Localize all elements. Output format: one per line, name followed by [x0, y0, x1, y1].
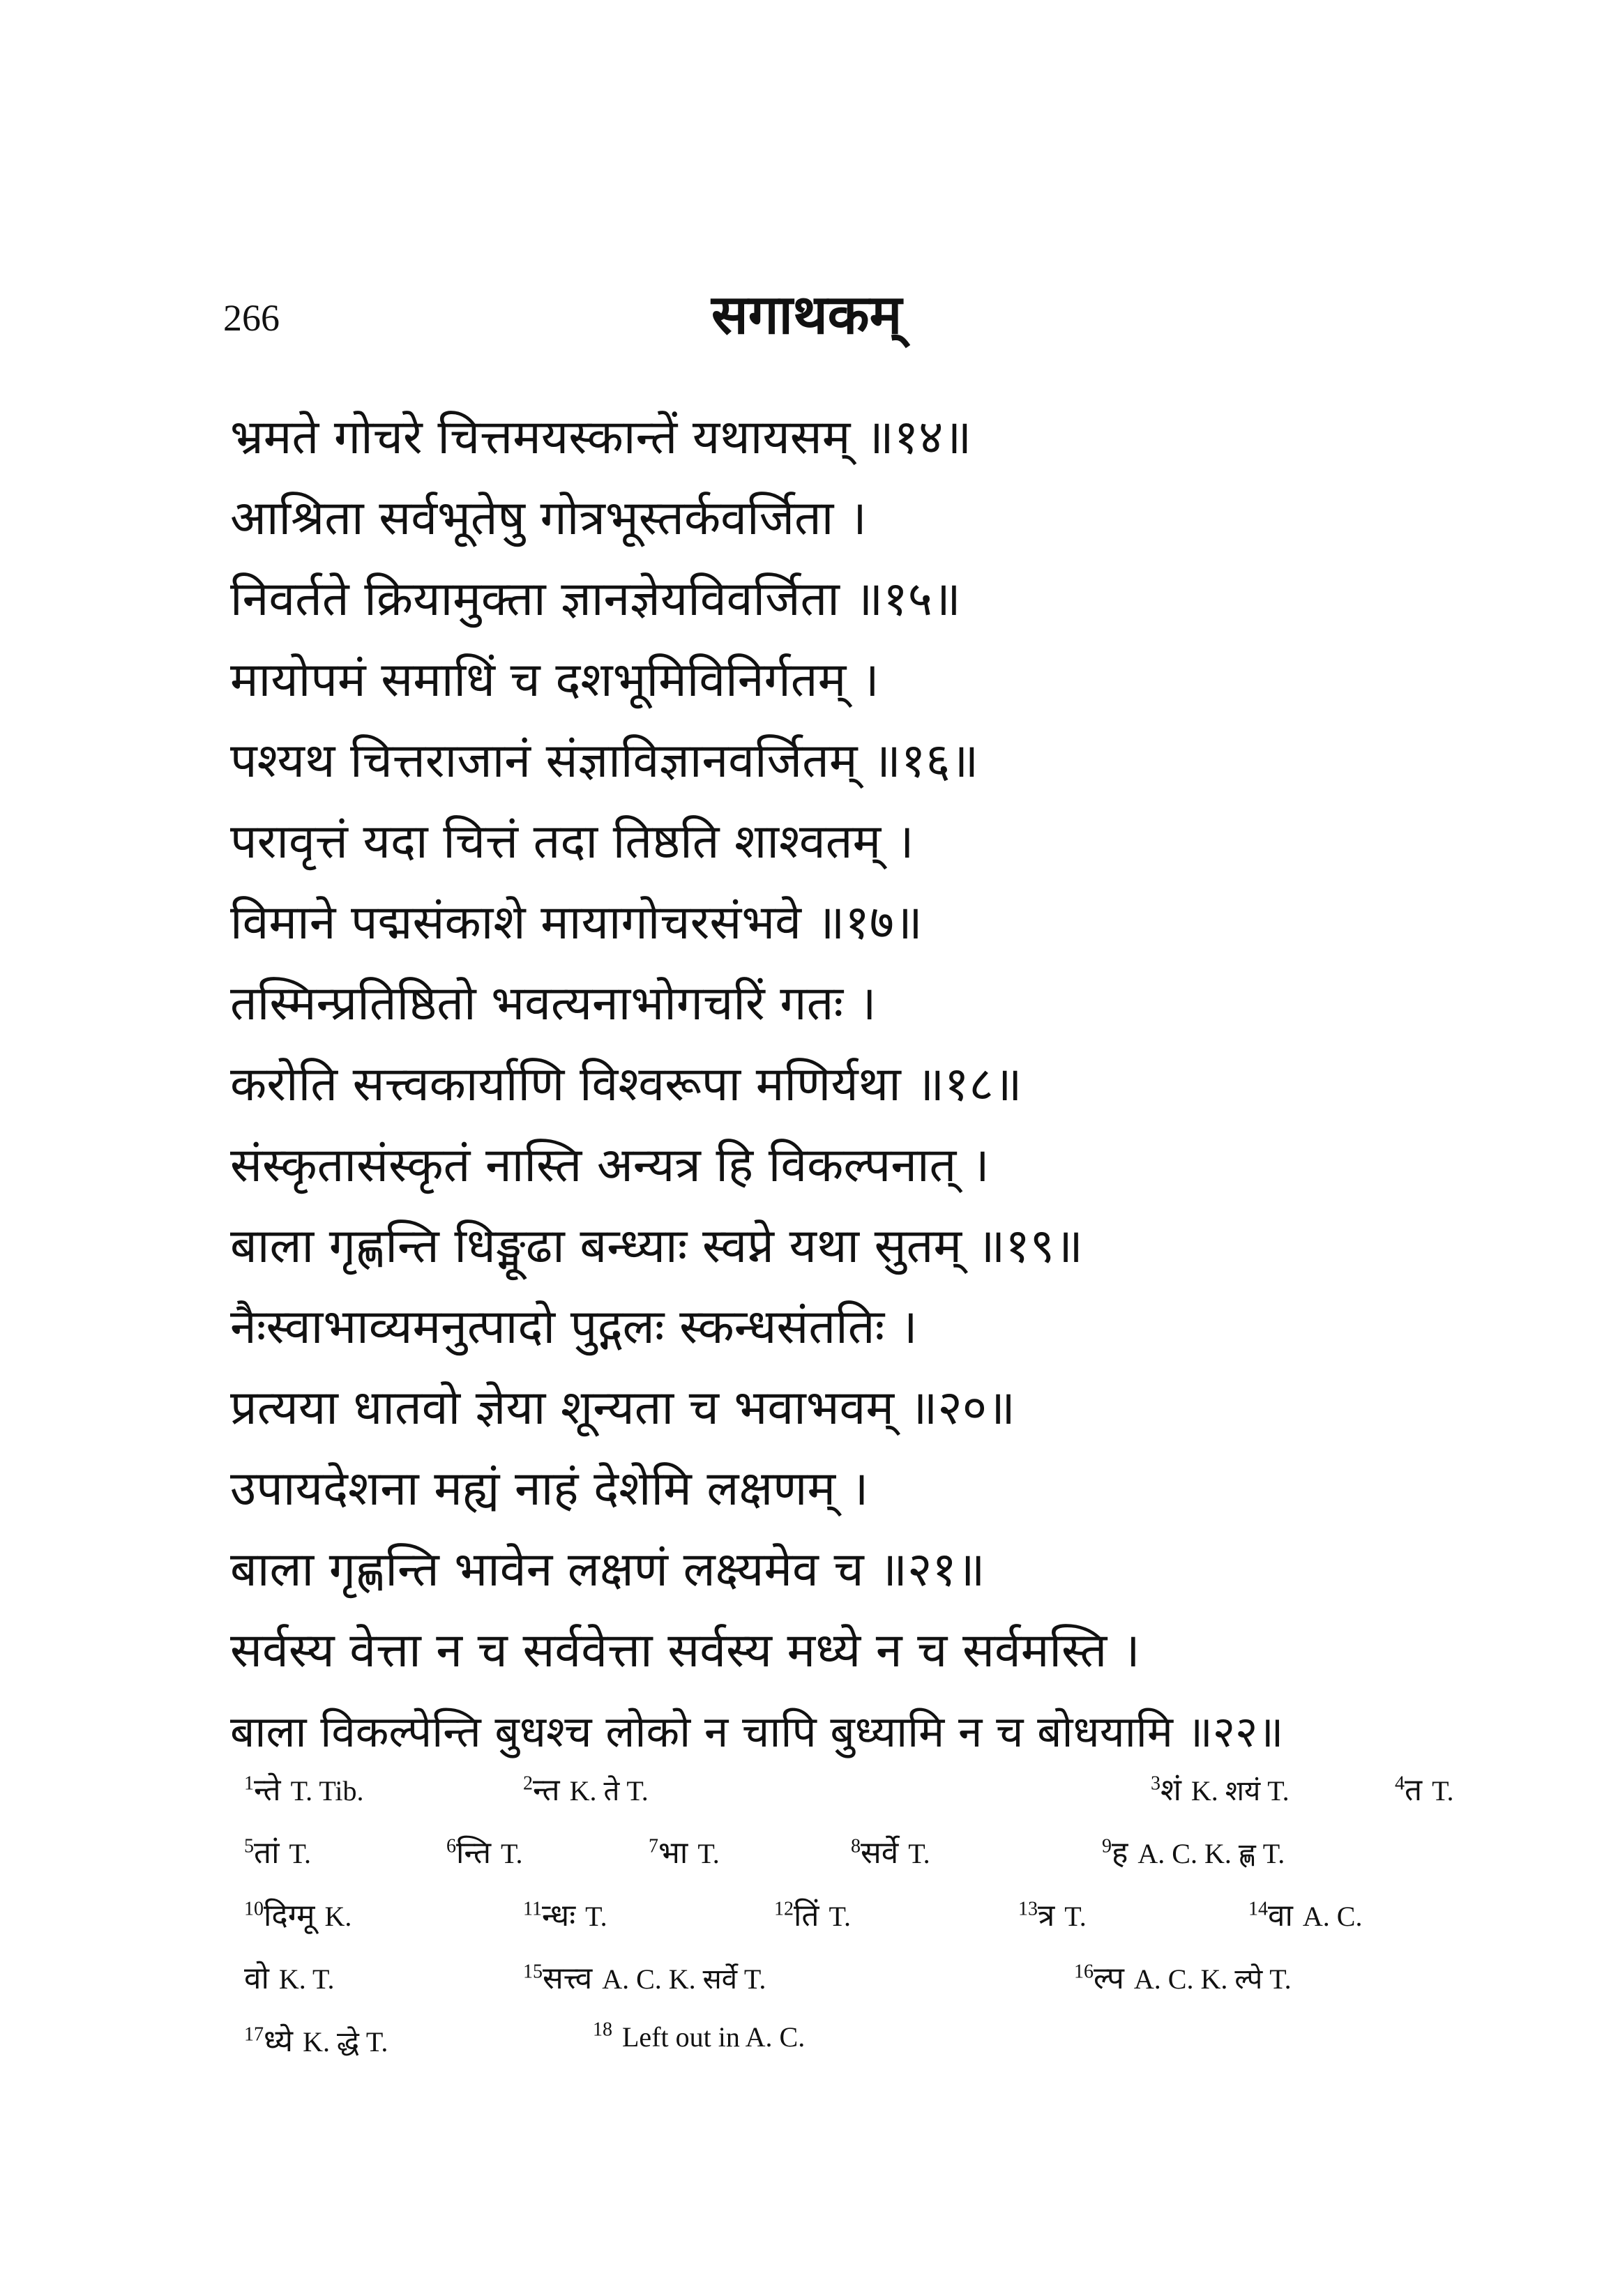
page-header: [223, 275, 1395, 359]
footnotes: [244, 1767, 1454, 2081]
verse-line: सर्वस्य वेत्ता न च सर्ववेत्ता सर्वस्य मध्ये न च सर्वमस्ति ।: [230, 1623, 1140, 1678]
verse-block: [230, 397, 1430, 1772]
verse-line: प्रत्यया धातवो ज्ञेया शून्यता च भवाभवम् ॥२०॥: [230, 1381, 1015, 1436]
footnote: वो K. T.: [244, 1961, 335, 1996]
footnote: $^2$न्त K. ते T.: [523, 1772, 649, 1808]
footnote-row: [244, 2018, 1416, 2081]
footnote: $^{14}$वा A. C.: [1248, 1898, 1363, 1933]
verse-line: बाला गृह्णन्ति धिङ्मूढा बन्ध्याः स्वप्ने यथा सुतम् ॥१९॥: [230, 1219, 1083, 1274]
footnote: $^{15}$सत्त्व A. C. K. सर्वे T.: [523, 1961, 766, 1996]
verse-line: बाला गृह्णन्ति भावेन लक्षणं लक्ष्यमेव च ॥२१॥: [230, 1542, 985, 1597]
verse-line: भ्रमते गोचरे चित्तमयस्कान्तें यथायसम् ॥१४॥: [230, 410, 972, 465]
footnote: $^9$ह A. C. K. ह्ण T.: [1102, 1835, 1285, 1871]
footnote: $^{13}$त्र T.: [1018, 1898, 1087, 1933]
verse-line: संस्कृतासंस्कृतं नास्ति अन्यत्र हि विकल्पनात् ।: [230, 1138, 990, 1193]
footnote: $^4$त T.: [1395, 1772, 1454, 1808]
footnote: $^8$सर्वे T.: [851, 1835, 930, 1871]
verse-line: नैःस्वाभाव्यमनुत्पादो पुद्गलः स्कन्धसंततिः ।: [230, 1300, 918, 1355]
verse-line: विमाने पद्मसंकाशे मायागोचरसंभवे ॥१७॥: [230, 895, 923, 950]
verse-line: पश्यथ चित्तराजानं संज्ञाविज्ञानवर्जितम् ॥१६॥: [230, 733, 979, 789]
footnote-row: [244, 1893, 1416, 1956]
verse-line: बाला विकल्पेन्ति बुधश्च लोको न चापि बुध्यामि न च बोधयामि ॥२२॥: [230, 1706, 1284, 1757]
footnote: $^7$भा T.: [649, 1835, 720, 1871]
footnote-row: [244, 1830, 1416, 1893]
footnote: $^{10}$दिग्मू K.: [244, 1898, 352, 1933]
verse-line: मायोपमं समाधिं च दशभूमिविनिर्गतम् ।: [230, 653, 879, 708]
footnote: $^{11}$न्धः T.: [523, 1898, 607, 1933]
verse-line: तस्मिन्प्रतिष्ठितो भवत्यनाभोगचरिं गतः ।: [230, 976, 877, 1031]
footnote-row: [244, 1767, 1454, 1830]
verse-line: परावृत्तं यदा चित्तं तदा तिष्ठति शाश्वतम् ।: [230, 814, 914, 869]
footnote: $^{12}$तिं T.: [774, 1898, 851, 1933]
footnote: $^{18}$ Left out in A. C.: [593, 2018, 806, 2053]
footnote: $^1$न्ते T. Tib.: [244, 1772, 364, 1808]
running-title: सगाथकम्: [711, 283, 902, 347]
footnote: $^{16}$ल्प A. C. K. ल्पे T.: [1074, 1961, 1292, 1996]
verse-line: उपायदेशना मह्यं नाहं देशेमि लक्षणम् ।: [230, 1461, 869, 1516]
footnote-row: [244, 1956, 1416, 2018]
page-number: 266: [223, 297, 280, 339]
footnote: $^5$तां T.: [244, 1835, 311, 1871]
footnote: $^3$शं K. शयं T.: [1151, 1772, 1290, 1808]
footnote: $^{17}$ध्ये K. द्धे T.: [244, 2023, 388, 2059]
verse-line: निवर्तते क्रियामुक्ता ज्ञानज्ञेयविवर्जिता ॥१५॥: [230, 572, 961, 627]
footnote: $^6$न्ति T.: [446, 1835, 523, 1871]
verse-line: आश्रिता सर्वभूतेषु गोत्रभूस्तर्कवर्जिता ।: [230, 491, 867, 546]
verse-line: करोति सत्त्वकार्याणि विश्वरूपा मणिर्यथा ॥१८॥: [230, 1057, 1022, 1112]
